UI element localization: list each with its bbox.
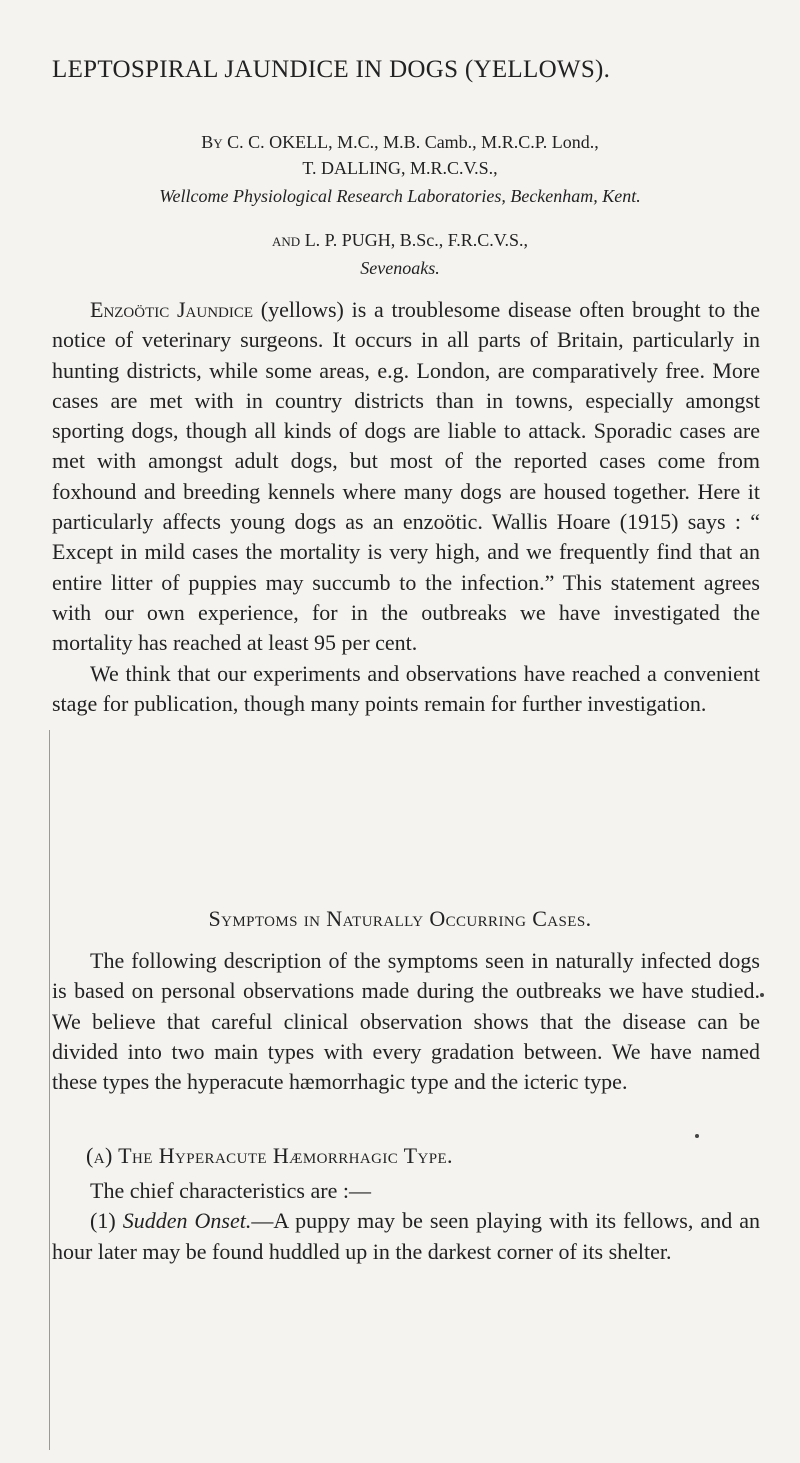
ink-speck: [695, 1134, 699, 1138]
author-okell: C. C. OKELL, M.C., M.B. Camb., M.R.C.P. Lond.,: [227, 132, 599, 152]
author-prefix-and: and: [272, 230, 301, 250]
list-item-sudden-onset: [52, 1206, 760, 1267]
subsection-heading: (a) The Hyperacute Hæmorrhagic Type.: [86, 1143, 453, 1168]
item-number: (1): [90, 1208, 123, 1234]
subsection-body: [52, 1176, 760, 1267]
intro-section: [52, 295, 760, 719]
intro-paragraph-1-text: (yellows) is a troublesome disease often brought to the notice of veterinary surgeons. It occurs in all parts of Britain, particularly in hunting districts, while some areas, e.g. London, are comparatively free. More cases are met with in country districts than in towns, especially amongst sporting dogs, though all kinds of dogs are liable to attack. Sporadic cases are met with amongst adult dogs, but most of the reported cases come from foxhound and breeding kennels where many dogs are housed together. Here it particularly affects young dogs as an enzoötic. Wallis Hoare (1915) says : “ Except in mild cases the mortality is very high, and we frequently find that an entire litter of puppies may succumb to the infection.” This statement agrees with our own experience, for in the outbreaks we have investigated the mortality has reached at least 95 per cent.: [52, 297, 760, 656]
symptoms-heading: Symptoms in Naturally Occurring Cases.: [208, 906, 592, 931]
intro-lead: Enzoötic Jaundice: [90, 297, 254, 322]
item-text: —A puppy may be seen playing with its fellows, and an hour later may be found huddled up in the darkest corner of its shelter.: [52, 1208, 761, 1264]
author-line-1: [0, 132, 800, 153]
intro-paragraph-2: We think that our experiments and observations have reached a convenient stage for publication, though many points remain for further investigation.: [52, 660, 760, 716]
author-prefix-by: By: [201, 132, 223, 152]
author-line-3: [0, 230, 800, 251]
subsection-intro: The chief characteristics are :—: [90, 1178, 371, 1203]
binding-margin-line: [49, 730, 50, 1450]
affiliation-sevenoaks: Sevenoaks.: [360, 258, 440, 278]
article-title: LEPTOSPIRAL JAUNDICE IN DOGS (YELLOWS).: [52, 56, 611, 83]
item-title: Sudden Onset.: [122, 1208, 252, 1234]
symptoms-paragraph: The following description of the symptoms seen in naturally infected dogs is based on personal observations made during the outbreaks we have studied. We believe that careful clinical observation shows that the disease can be divided into two main types with every gradation between. We have named these types the hyperacute hæmorrhagic type and the icteric type.: [52, 948, 760, 1095]
ink-speck: [760, 993, 764, 997]
symptoms-section: [52, 946, 760, 1097]
author-pugh: L. P. PUGH, B.Sc., F.R.C.V.S.,: [304, 230, 528, 250]
author-dalling: T. DALLING, M.R.C.V.S.,: [302, 158, 498, 178]
affiliation-wellcome: Wellcome Physiological Research Laboratories, Beckenham, Kent.: [159, 186, 641, 206]
intro-paragraph-1: [52, 295, 760, 659]
